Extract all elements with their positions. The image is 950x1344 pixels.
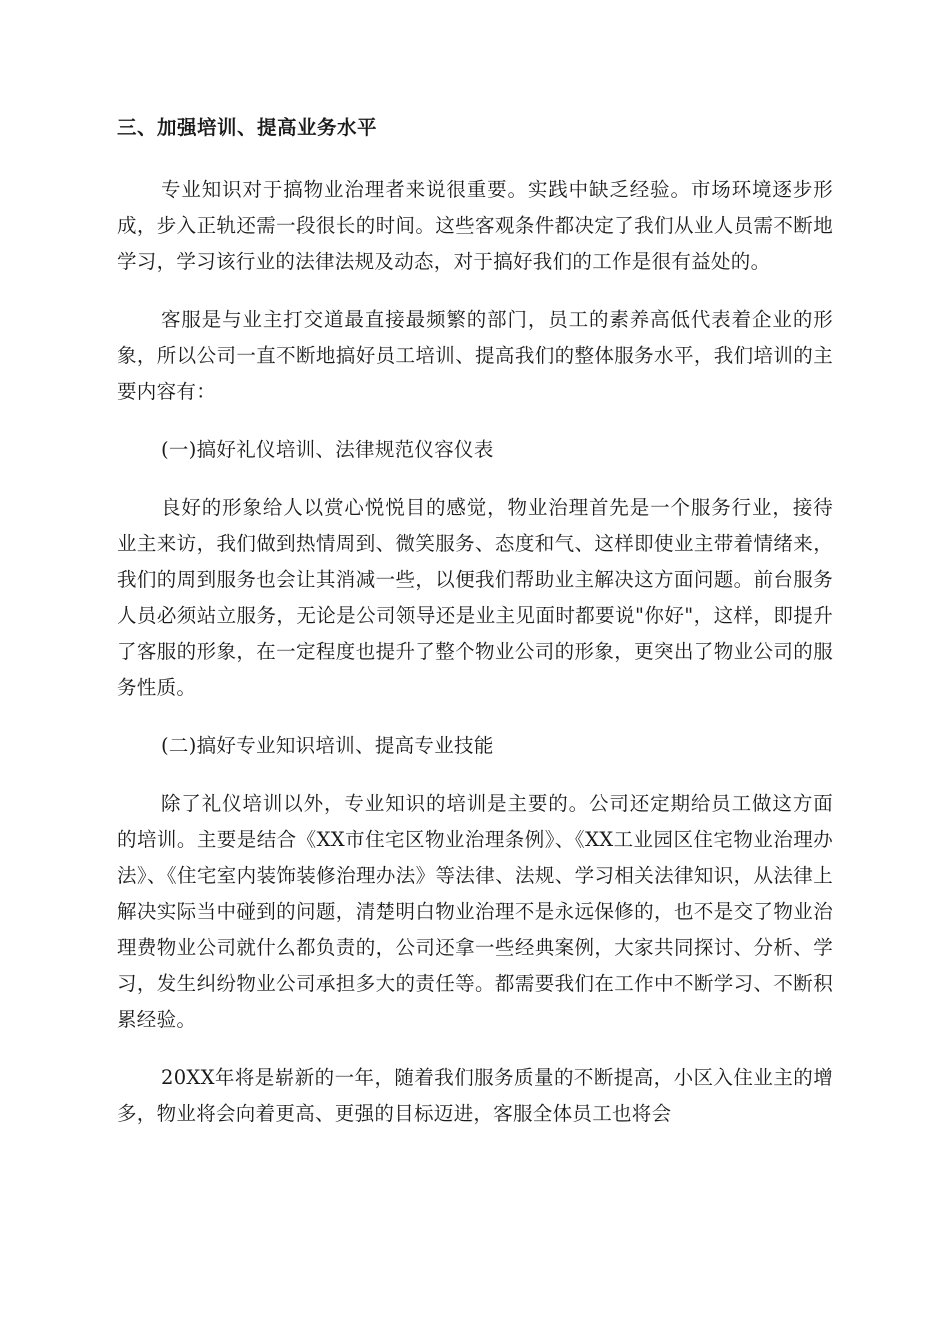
paragraph-intro: 专业知识对于搞物业治理者来说很重要。实践中缺乏经验。市场环境逐步形成，步入正轨还需一段很长的时间。这些客观条件都决定了我们从业人员需不断地学习，学习该行业的法律法规及动态，对于搞好我们的工作是很有益处的。 (117, 178, 833, 273)
paragraph-outlook: 20XX年将是崭新的一年，随着我们服务质量的不断提高，小区入住业主的增多，物业将会向着更高、更强的目标迈进，客服全体员工也将会 (117, 1066, 833, 1125)
subheading-skills: (二)搞好专业知识培训、提高专业技能 (161, 734, 494, 757)
subheading-etiquette: (一)搞好礼仪培训、法律规范仪容仪表 (161, 438, 494, 461)
document-body (117, 110, 833, 1154)
paragraph-etiquette: 良好的形象给人以赏心悦悦目的感觉，物业治理首先是一个服务行业，接待业主来访，我们做到热情周到、微笑服务、态度和气、这样即使业主带着情绪来，我们的周到服务也会让其消减一些，以便我们帮助业主解决这方面问题。前台服务人员必须站立服务，无论是公司领导还是业主见面时都要说"你好"，这样，即提升了客服的形象，在一定程度也提升了整个物业公司的形象，更突出了物业公司的服务性质。 (117, 496, 833, 699)
paragraph-skills: 除了礼仪培训以外，专业知识的培训是主要的。公司还定期给员工做这方面的培训。主要是结合《XX市住宅区物业治理条例》、《XX工业园区住宅物业治理办法》、《住宅室内装饰装修治理办法》等法律、法规、学习相关法律知识，从法律上解决实际当中碰到的问题，清楚明白物业治理不是永远保修的，也不是交了物业治理费物业公司就什么都负责的，公司还拿一些经典案例，大家共同探讨、分析、学习，发生纠纷物业公司承担多大的责任等。都需要我们在工作中不断学习、不断积累经验。 (117, 792, 833, 1031)
paragraph-customer-service: 客服是与业主打交道最直接最频繁的部门，员工的素养高低代表着企业的形象，所以公司一直不断地搞好员工培训、提高我们的整体服务水平，我们培训的主要内容有： (117, 308, 833, 403)
section-heading: 三、加强培训、提高业务水平 (117, 116, 378, 139)
